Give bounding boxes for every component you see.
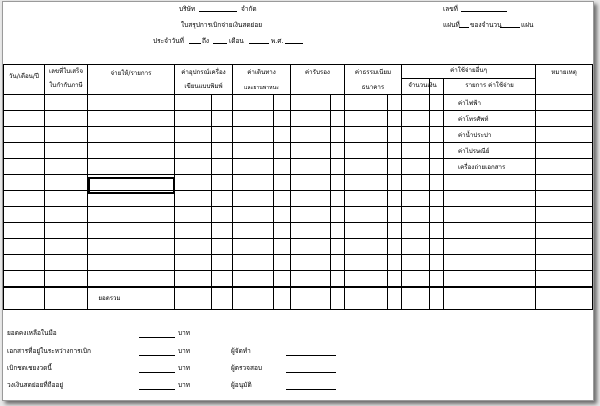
prepared-by-label: ผู้จัดทำ [231, 347, 251, 355]
prepared-by-field[interactable] [286, 355, 336, 356]
col-reception: ค่ารับรอง [305, 69, 330, 76]
petty-cash-form [2, 1, 594, 401]
day-to-field[interactable] [213, 43, 227, 44]
footer-pending-docs: เอกสารที่อยู่ในระหว่างการเบิก [7, 347, 91, 355]
col-invoice-line1: เลขที่ใบเสร็จ [48, 68, 83, 75]
day-from-field[interactable] [189, 43, 201, 44]
footer-baht-2: บาท [178, 347, 191, 355]
other-item-electricity: ค่าไฟฟ้า [458, 100, 481, 107]
col-travel-line2: และยานพาหนะ [244, 85, 279, 91]
form-title: ใบสรุปการเบิกจ่ายเงินสดย่อย [181, 21, 263, 29]
col-stationery-line1: ค่าอุปกรณ์เครื่อง [181, 69, 226, 76]
number-label: เลขที่ [443, 5, 458, 13]
other-item-telephone: ค่าโทรศัพท์ [458, 116, 489, 123]
day-to-label: ถึง [202, 37, 210, 45]
footer-cash-remain: ยอดคงเหลือในมือ [7, 329, 57, 337]
other-item-water: ค่าน้ำประปา [458, 132, 492, 139]
pending-docs-field[interactable] [139, 355, 175, 356]
col-travel-line1: ค่าเดินทาง [247, 69, 276, 76]
month-field[interactable] [249, 43, 269, 44]
sheet-number-field[interactable] [459, 27, 469, 28]
total-label: ยอดรวม [98, 295, 121, 302]
number-field[interactable] [461, 11, 507, 12]
footer-reimbursed: เบิกชดเชยงวดนี้ [7, 364, 52, 372]
other-item-copier: เครื่องถ่ายเอกสาร [458, 164, 506, 171]
approved-by-label: ผู้อนุมัติ [231, 381, 252, 389]
of-label: ของจำนวน [470, 21, 502, 29]
footer-baht-1: บาท [178, 329, 191, 337]
col-other: ค่าใช้จ่ายอื่นๆ [450, 67, 487, 74]
reimbursed-field[interactable] [139, 372, 175, 373]
expense-table [3, 64, 593, 310]
sheet-total-field[interactable] [500, 27, 520, 28]
footer-baht-3: บาท [178, 364, 191, 372]
cash-remain-field[interactable] [139, 337, 175, 338]
col-item: รายการ ค่าใช้จ่าย [465, 82, 514, 89]
year-label: พ.ศ. [271, 37, 284, 45]
month-label: เดือน [229, 37, 244, 45]
company-suffix: จำกัด [241, 5, 257, 13]
footer-baht-4: บาท [178, 381, 191, 389]
sheet-label: แผ่นที่ [443, 21, 460, 29]
col-invoice-line2: ใบกำกับภาษี [49, 82, 83, 89]
approved-by-field[interactable] [286, 389, 336, 390]
col-note: หมายเหตุ [551, 69, 577, 76]
year-field[interactable] [285, 43, 303, 44]
company-name-field[interactable] [199, 11, 237, 12]
date-label: ประจำวันที่ [153, 37, 184, 45]
other-item-postage: ค่าไปรษณีย์ [458, 148, 490, 155]
checked-by-label: ผู้ตรวจสอบ [231, 364, 262, 372]
col-amount: จำนวนเงิน [408, 82, 437, 89]
selected-cell[interactable] [88, 177, 175, 194]
col-bank-line2: ธนาคาร [361, 84, 385, 91]
col-paid-to: จ่ายให้/รายการ [110, 70, 152, 77]
petty-total-field[interactable] [139, 389, 175, 390]
company-label: บริษัท [179, 5, 196, 13]
col-bank-line1: ค่าธรรมเนียม [354, 69, 392, 76]
sheet-suffix: แผ่น [521, 21, 534, 29]
col-stationery-line2: เขียนแบบพิมพ์ [184, 83, 223, 90]
checked-by-field[interactable] [286, 372, 336, 373]
footer-petty-total: วงเงินสดย่อยที่ถืออยู่ [7, 381, 64, 389]
col-date: วัน/เดือน/ปี [9, 73, 39, 80]
